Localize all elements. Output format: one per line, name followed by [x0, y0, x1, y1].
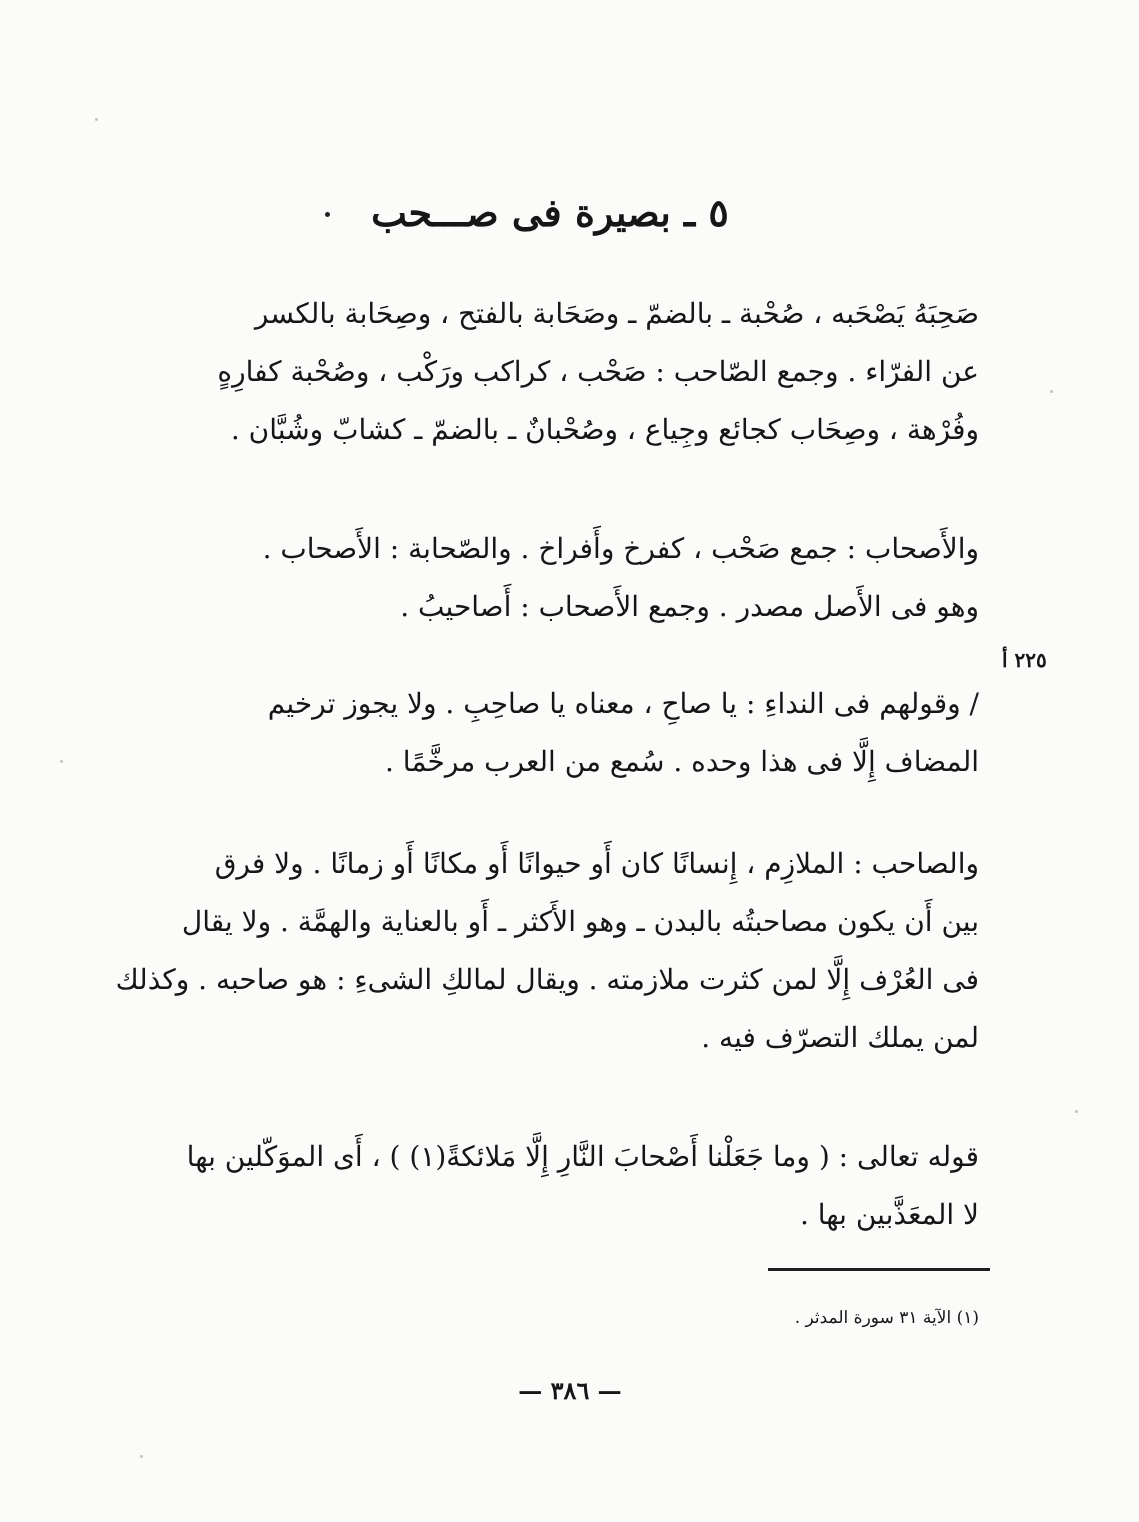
paragraph-3-line-1: / وقولهم فى النداءِ : يا صاحِ ، معناه يا صاحِبِ . ولا يجوز ترخيم: [267, 687, 979, 720]
paragraph-1-line-1: صَحِبَهُ يَصْحَبه ، صُحْبة ـ بالضمّ ـ وصَحَابة بالفتح ، وصِحَابة بالكسر: [254, 297, 979, 330]
paragraph-5-line-1: قوله تعالى : ( وما جَعَلْنا أَصْحابَ النَّارِ إِلَّا مَلائكةً(١) ) ، أَى الموَكّلين بها: [186, 1140, 979, 1173]
footnote-divider: [768, 1268, 990, 1271]
paragraph-2-line-2: وهو فى الأَصل مصدر . وجمع الأَصحاب : أَصاحيبُ .: [400, 590, 979, 623]
paragraph-4-line-2: بين أَن يكون مصاحبتُه بالبدن ـ وهو الأَكثر ـ أَو بالعناية والهمَّة . ولا يقال: [181, 905, 979, 938]
paragraph-5-line-2: لا المعَذَّبين بها .: [799, 1198, 979, 1231]
page-number: — ٣٨٦ —: [518, 1376, 622, 1405]
scan-speck: [95, 118, 98, 121]
paragraph-2: [109, 520, 979, 636]
footnote-marker: (١): [956, 1308, 979, 1328]
paragraph-3: [109, 675, 979, 791]
paragraph-1-line-2: عن الفرّاء . وجمع الصّاحب : صَحْب ، كراكب ورَكْب ، وصُحْبة كفارِهٍ: [217, 355, 979, 388]
chapter-title: ٥ ـ بصيرة فى صـــحب: [371, 190, 729, 235]
footnote-text: الآية ٣١ سورة المدثر .: [794, 1308, 952, 1328]
paragraph-5: [109, 1128, 979, 1244]
paragraph-4-line-4: لمن يملك التصرّف فيه .: [701, 1021, 979, 1054]
paragraph-2-line-1: والأَصحاب : جمع صَحْب ، كفرخ وأَفراخ . والصّحابة : الأَصحاب .: [262, 532, 979, 565]
paragraph-4-line-3: فى العُرْف إِلَّا لمن كثرت ملازمته . ويقال لمالكِ الشىءِ : هو صاحبه . وكذلك: [115, 963, 979, 996]
paragraph-3-line-2: المضاف إِلَّا فى هذا وحده . سُمع من العرب مرخَّمًا .: [384, 745, 979, 778]
scan-speck: [60, 760, 63, 763]
paragraph-1: [109, 285, 979, 459]
footnote: [795, 1308, 979, 1328]
scan-speck: [140, 1455, 143, 1458]
paragraph-4-line-1: والصاحب : الملازِم ، إِنسانًا كان أَو حيوانًا أَو مكانًا أَو زمانًا . ولا فرق: [214, 847, 979, 880]
paragraph-4: [109, 835, 979, 1067]
paragraph-1-line-3: وفُرْهة ، وصِحَاب كجائع وجِياع ، وصُحْبانٌ ـ بالضمّ ـ كشابّ وشُبَّان .: [230, 413, 979, 446]
scan-speck: [1075, 1110, 1078, 1113]
scan-speck: [1050, 390, 1053, 393]
manuscript-folio-note: ٢٢٥ أ: [1002, 648, 1047, 672]
